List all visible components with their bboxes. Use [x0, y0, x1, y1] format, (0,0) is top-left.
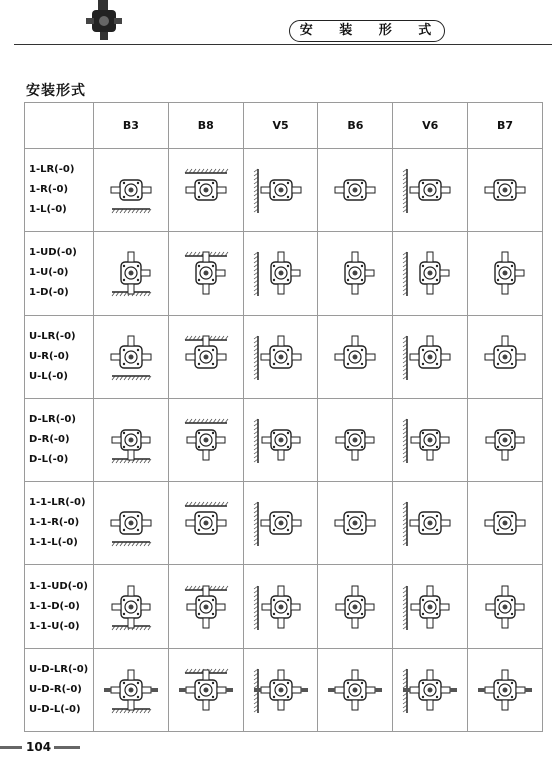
diagram-cell: [393, 648, 468, 731]
diagram-cell: [243, 149, 318, 232]
mounting-diagram-icon: [476, 576, 534, 638]
section-title: 安装形式: [26, 83, 86, 99]
mounting-diagram-icon: [102, 492, 160, 554]
mounting-diagram-icon: [102, 409, 160, 471]
row-label-cell: [25, 648, 94, 731]
row-label-cell: [25, 315, 94, 398]
mounting-diagram-icon: [401, 659, 459, 721]
row-label: D-LR(-0): [29, 413, 76, 425]
mounting-diagram-icon: [252, 492, 310, 554]
diagram-cell: [468, 315, 543, 398]
diagram-cell: [94, 315, 169, 398]
column-header: B7: [468, 103, 543, 149]
diagram-cell: [168, 648, 243, 731]
mounting-diagram-icon: [102, 159, 160, 221]
diagram-cell: [468, 149, 543, 232]
column-header: B6: [318, 103, 393, 149]
mounting-diagram-icon: [326, 576, 384, 638]
diagram-cell: [468, 398, 543, 481]
column-header: V6: [393, 103, 468, 149]
corner-cell: [25, 103, 94, 149]
column-header: B8: [168, 103, 243, 149]
mounting-diagram-icon: [326, 159, 384, 221]
diagram-cell: [168, 149, 243, 232]
mounting-diagram-icon: [326, 492, 384, 554]
row-label: U-L(-0): [29, 370, 68, 382]
diagram-cell: [168, 315, 243, 398]
row-label-cell: [25, 565, 94, 648]
footer-bar-right: [54, 746, 80, 749]
mounting-diagram-icon: [102, 242, 160, 304]
diagram-cell: [318, 482, 393, 565]
diagram-cell: [168, 232, 243, 315]
mounting-diagram-icon: [401, 242, 459, 304]
mounting-diagram-icon: [177, 326, 235, 388]
column-header: B3: [94, 103, 169, 149]
row-label: U-LR(-0): [29, 330, 76, 342]
mounting-diagram-icon: [326, 242, 384, 304]
gearbox-logo-image: [84, 0, 124, 42]
row-label-cell: [25, 149, 94, 232]
mounting-diagram-icon: [177, 492, 235, 554]
mounting-diagram-icon: [177, 576, 235, 638]
diagram-cell: [393, 315, 468, 398]
column-header: V5: [243, 103, 318, 149]
diagram-cell: [243, 398, 318, 481]
diagram-cell: [318, 565, 393, 648]
row-label: 1-D(-0): [29, 287, 69, 299]
page-number: 104: [26, 740, 52, 754]
mounting-diagram-icon: [401, 159, 459, 221]
diagram-cell: [318, 315, 393, 398]
row-label: 1-1-L(-0): [29, 537, 78, 549]
mounting-diagram-icon: [401, 576, 459, 638]
table-row: [25, 398, 543, 481]
diagram-cell: [468, 232, 543, 315]
table-row: [25, 565, 543, 648]
row-label: 1-1-R(-0): [29, 517, 80, 529]
row-label: 1-LR(-0): [29, 164, 75, 176]
mounting-diagram-icon: [252, 659, 310, 721]
row-label: 1-L(-0): [29, 204, 67, 216]
diagram-cell: [393, 149, 468, 232]
row-label: 1-R(-0): [29, 184, 69, 196]
diagram-cell: [243, 315, 318, 398]
mounting-diagram-icon: [177, 659, 235, 721]
diagram-cell: [318, 398, 393, 481]
row-label: 1-1-D(-0): [29, 600, 80, 612]
mounting-diagram-icon: [401, 326, 459, 388]
diagram-cell: [393, 482, 468, 565]
mounting-diagram-icon: [252, 409, 310, 471]
mounting-diagram-icon: [252, 326, 310, 388]
mounting-diagram-icon: [102, 576, 160, 638]
row-label: U-D-R(-0): [29, 683, 82, 695]
table-row: [25, 232, 543, 315]
row-label: U-D-L(-0): [29, 703, 81, 715]
diagram-cell: [94, 482, 169, 565]
page-header-title: 安 装 形 式: [289, 20, 445, 42]
row-label: U-D-LR(-0): [29, 663, 89, 675]
row-label-cell: [25, 482, 94, 565]
header-divider: [14, 44, 552, 45]
table-row: [25, 315, 543, 398]
mounting-diagram-icon: [252, 159, 310, 221]
mounting-diagram-icon: [476, 409, 534, 471]
mounting-diagram-icon: [476, 159, 534, 221]
row-label: 1-UD(-0): [29, 247, 77, 259]
diagram-cell: [243, 482, 318, 565]
mounting-diagram-icon: [326, 409, 384, 471]
mounting-diagram-icon: [476, 659, 534, 721]
row-label-cell: [25, 232, 94, 315]
diagram-cell: [243, 565, 318, 648]
diagram-cell: [393, 398, 468, 481]
diagram-cell: [168, 565, 243, 648]
row-label: 1-U(-0): [29, 267, 69, 279]
mounting-diagram-icon: [177, 409, 235, 471]
mounting-diagram-icon: [476, 242, 534, 304]
diagram-cell: [468, 648, 543, 731]
row-label: U-R(-0): [29, 350, 70, 362]
mounting-diagram-icon: [177, 242, 235, 304]
table-row: [25, 648, 543, 731]
diagram-cell: [318, 648, 393, 731]
mounting-diagram-icon: [326, 659, 384, 721]
footer-bar-left: [0, 746, 22, 749]
row-label: 1-1-LR(-0): [29, 497, 86, 509]
diagram-cell: [94, 565, 169, 648]
diagram-cell: [468, 565, 543, 648]
diagram-cell: [94, 648, 169, 731]
mounting-diagram-icon: [401, 492, 459, 554]
row-label: 1-1-U(-0): [29, 620, 80, 632]
mounting-diagram-icon: [476, 326, 534, 388]
diagram-cell: [243, 232, 318, 315]
diagram-cell: [94, 232, 169, 315]
row-label-cell: [25, 398, 94, 481]
table-header-row: [25, 103, 543, 149]
table-row: [25, 482, 543, 565]
row-label: 1-1-UD(-0): [29, 580, 88, 592]
diagram-cell: [393, 232, 468, 315]
mounting-diagram-icon: [102, 659, 160, 721]
diagram-cell: [168, 398, 243, 481]
mounting-diagram-icon: [401, 409, 459, 471]
diagram-cell: [468, 482, 543, 565]
row-label: D-R(-0): [29, 433, 70, 445]
row-label: D-L(-0): [29, 453, 69, 465]
mounting-diagram-icon: [476, 492, 534, 554]
mounting-diagram-icon: [252, 242, 310, 304]
mounting-diagram-icon: [326, 326, 384, 388]
diagram-cell: [318, 149, 393, 232]
diagram-cell: [318, 232, 393, 315]
mounting-diagram-icon: [252, 576, 310, 638]
diagram-cell: [393, 565, 468, 648]
mounting-positions-table: [24, 102, 543, 732]
table-row: [25, 149, 543, 232]
diagram-cell: [94, 398, 169, 481]
mounting-diagram-icon: [102, 326, 160, 388]
diagram-cell: [168, 482, 243, 565]
diagram-cell: [94, 149, 169, 232]
diagram-cell: [243, 648, 318, 731]
mounting-diagram-icon: [177, 159, 235, 221]
